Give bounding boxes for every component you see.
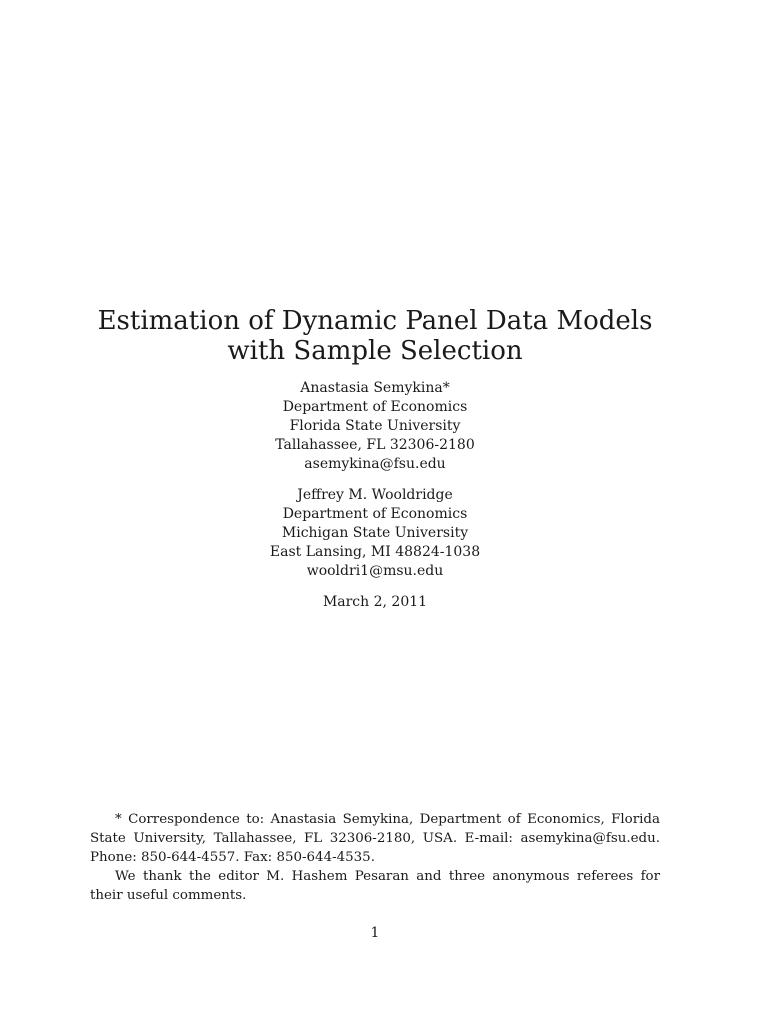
author-department: Department of Economics <box>282 399 468 415</box>
author-address: East Lansing, MI 48824-1038 <box>269 544 481 560</box>
paper-title-line-2: with Sample Selection <box>227 336 523 366</box>
author-email: asemykina@fsu.edu <box>304 456 446 472</box>
author-block-2 <box>0 486 750 581</box>
paper-title-line-1: Estimation of Dynamic Panel Data Models <box>97 306 653 336</box>
author-name: Jeffrey M. Wooldridge <box>297 487 453 503</box>
author-block-1 <box>0 379 750 474</box>
author-university: Florida State University <box>289 418 461 434</box>
author-email: wooldri1@msu.edu <box>306 563 444 579</box>
footnote-acknowledgement: We thank the editor M. Hashem Pesaran and three anonymous referees for their useful comments. <box>90 869 660 903</box>
footnotes <box>90 810 660 905</box>
author-address: Tallahassee, FL 32306-2180 <box>275 437 475 453</box>
author-name: Anastasia Semykina* <box>300 380 450 396</box>
author-university: Michigan State University <box>281 525 469 541</box>
footnote-correspondence: * Correspondence to: Anastasia Semykina, Department of Economics, Florida State University, Tallahassee, FL 32306-2180, USA. E-mail: asemykina@fsu.edu. Phone: 850-644-4557. Fax: 850-644-4535. <box>90 812 660 865</box>
page-number: 1 <box>370 925 380 941</box>
author-department: Department of Economics <box>282 506 468 522</box>
paper-date: March 2, 2011 <box>322 594 428 610</box>
paper-title <box>0 306 750 366</box>
